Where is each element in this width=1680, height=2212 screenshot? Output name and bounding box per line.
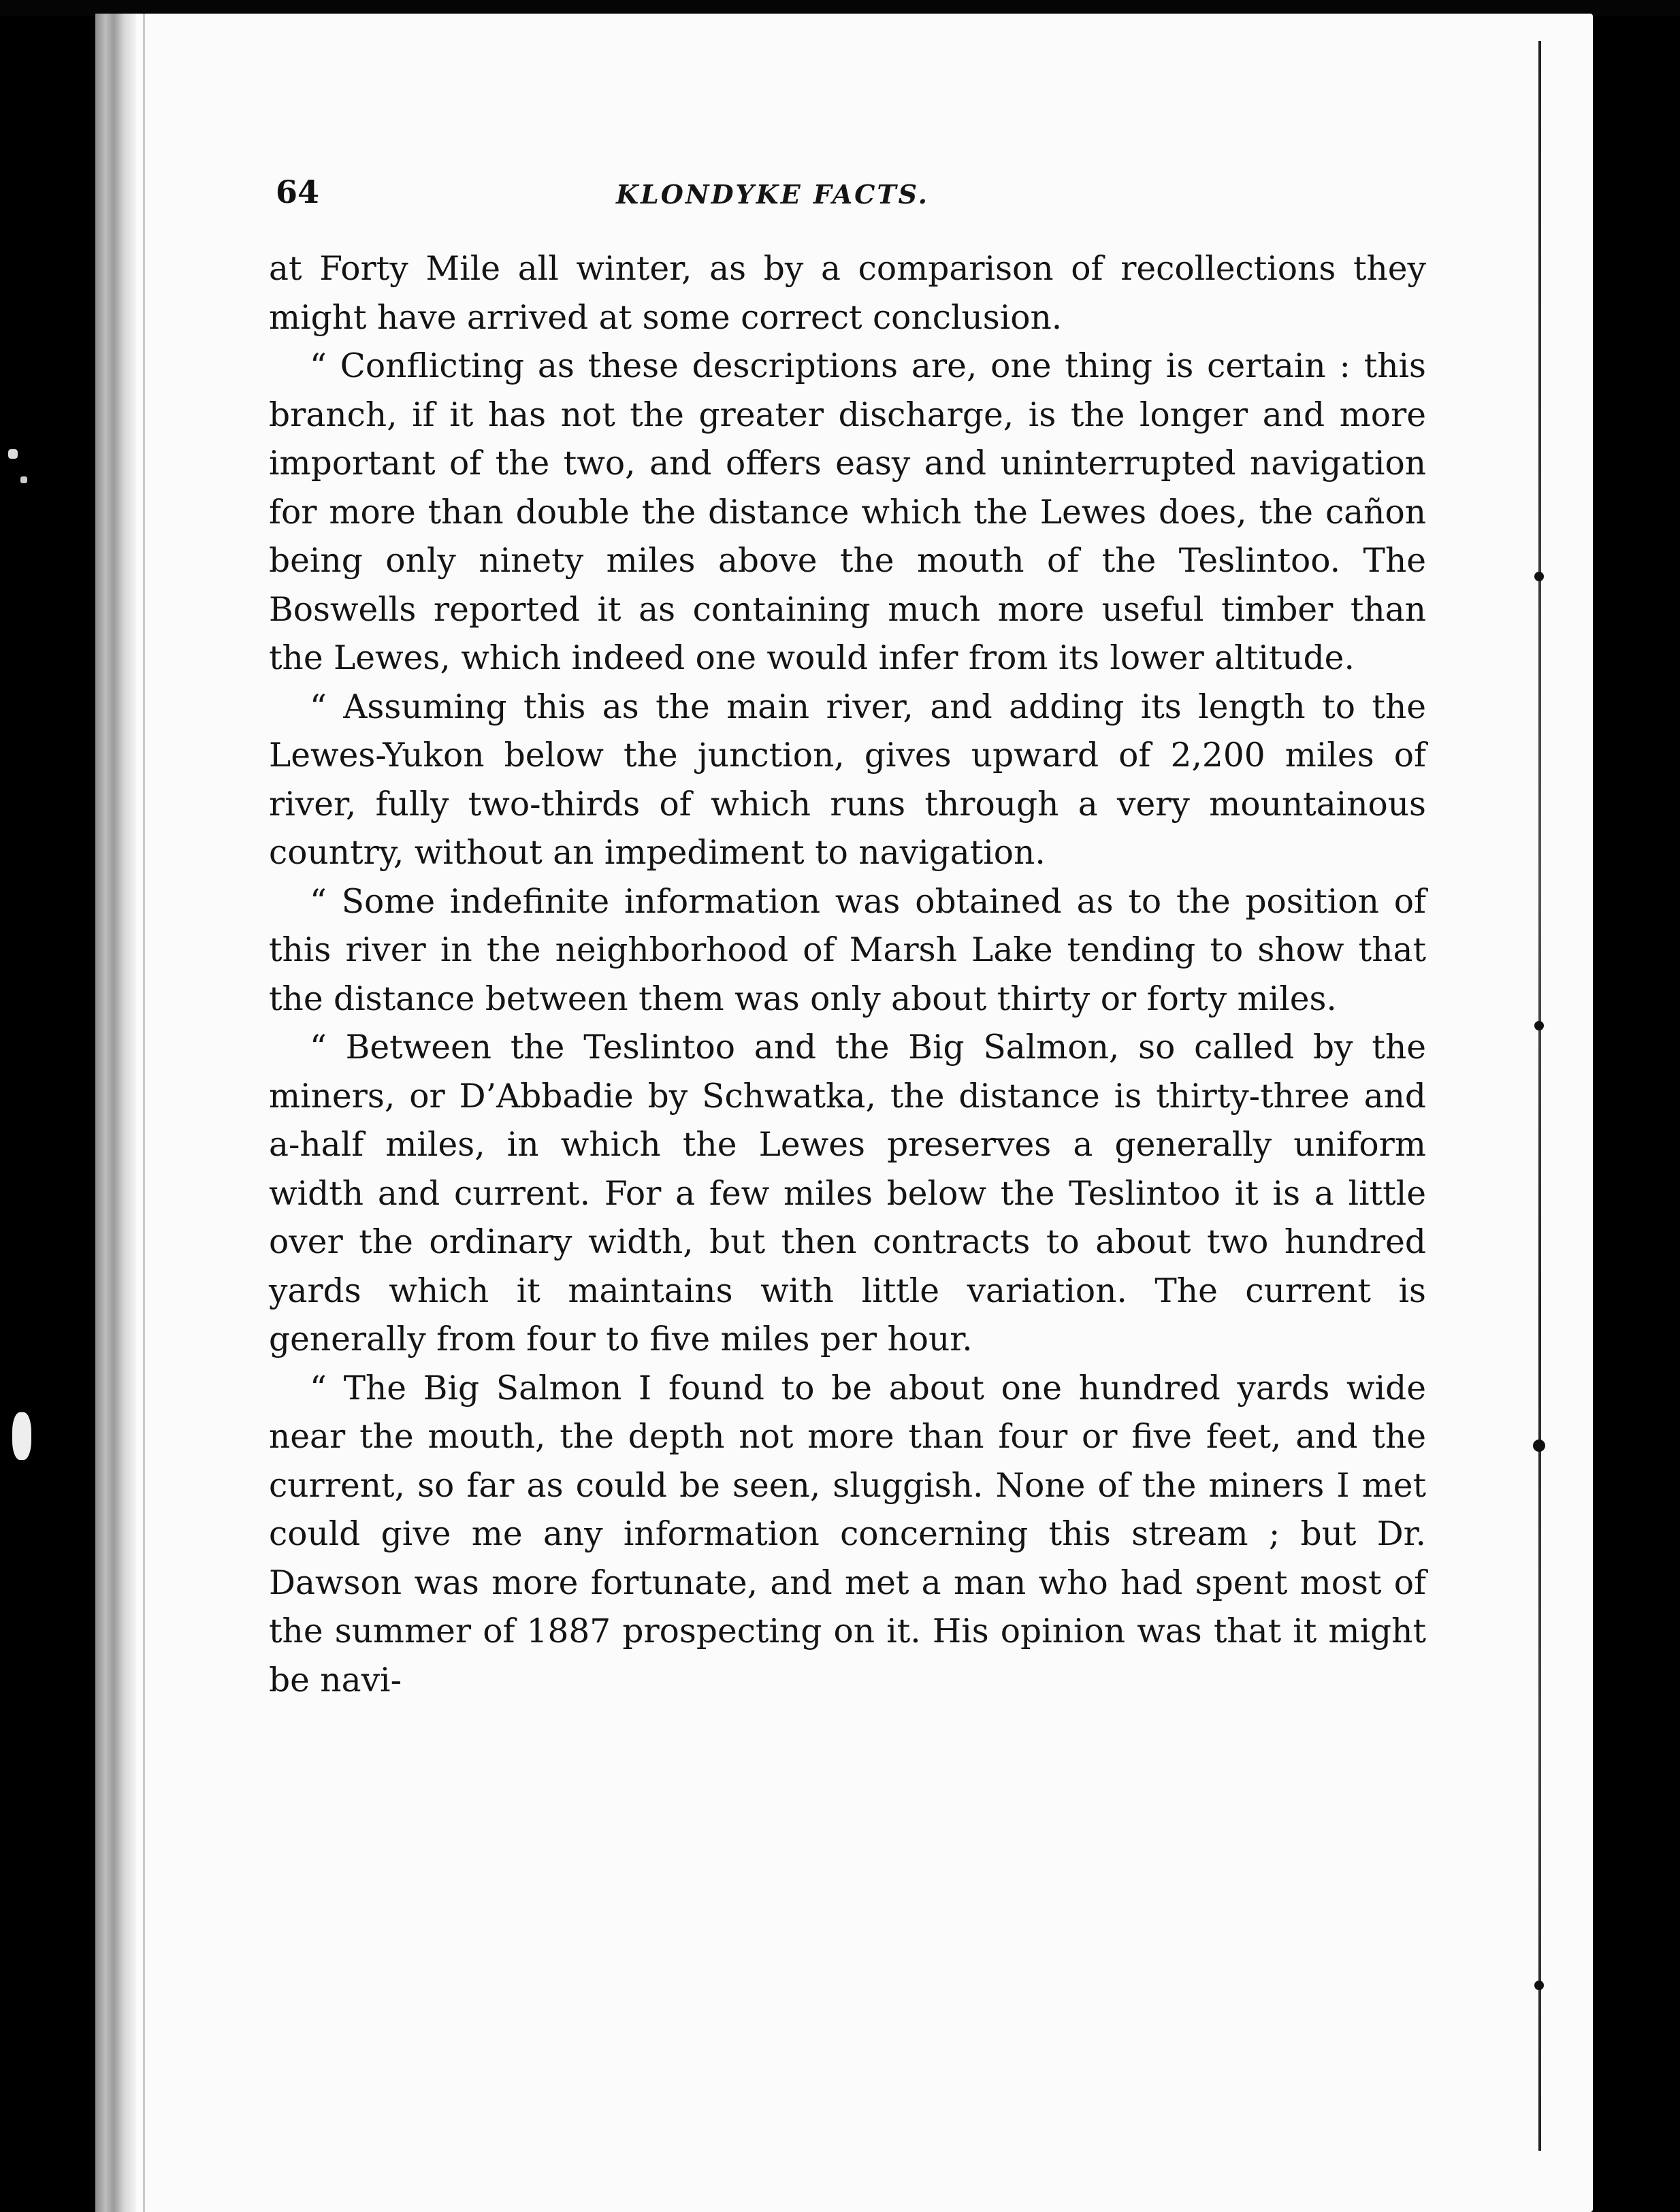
edge-mark <box>1534 572 1544 581</box>
edge-mark <box>1533 1440 1545 1452</box>
paragraph: at Forty Mile all winter, as by a comparison of recollections they might have arrived at some correct conclusion. <box>269 250 1426 337</box>
page-header <box>276 174 1433 221</box>
paragraph: “ Between the Teslintoo and the Big Salmon, so called by the miners, or D’Abbadie by Schwatka, the distance is thirty-three and a-half miles, in which the Lewes preserves a generally uniform width and current. For a few miles below the Teslintoo it is a little over the ordinary width, but then contracts to about two hundred yards which it maintains with little variation. The current is generally from four to five miles per hour. <box>269 1028 1426 1359</box>
edge-mark <box>1534 1021 1544 1030</box>
paragraph: “ The Big Salmon I found to be about one hundred yards wide near the mouth, the depth not more than four or five feet, and the current, so far as could be seen, sluggish. None of the miners I met could give me any information concerning this stream ; but Dr. Dawson was more fortunate, and met a man who had spent most of the summer of 1887 prospecting on it. His opinion was that it might be navi- <box>269 1369 1426 1699</box>
edge-mark <box>1534 1981 1544 1990</box>
scan-speck <box>8 449 18 459</box>
gutter-line <box>143 14 145 2212</box>
paragraph: “ Some indefinite information was obtained as to the position of this river in the neighborhood of Marsh Lake tending to show that the distance between them was only about thirty or forty miles. <box>269 882 1426 1018</box>
page-gutter <box>95 14 136 2212</box>
paragraph: “ Conflicting as these descriptions are, one thing is certain : this branch, if it has not the greater discharge, is the longer and more important of the two, and offers easy and uninterrupted navigation for more than double the distance which the Lewes does, the cañon being only ninety miles above the mouth of the Teslintoo. The Boswells reported it as containing much more useful timber than the Lewes, which indeed one would infer from its lower altitude. <box>269 347 1426 677</box>
scan-speck <box>20 476 27 483</box>
body-text <box>269 245 1426 1705</box>
scan-speck <box>12 1412 31 1460</box>
paragraph: “ Assuming this as the main river, and adding its length to the Lewes-Yukon below the junction, gives upward of 2,200 miles of river, fully two-thirds of which runs through a very mountainous country, without an impediment to navigation. <box>269 687 1426 872</box>
page-number: 64 <box>276 174 320 210</box>
page-right-edge <box>1538 41 1541 2151</box>
running-title: KLONDYKE FACTS. <box>616 179 929 210</box>
